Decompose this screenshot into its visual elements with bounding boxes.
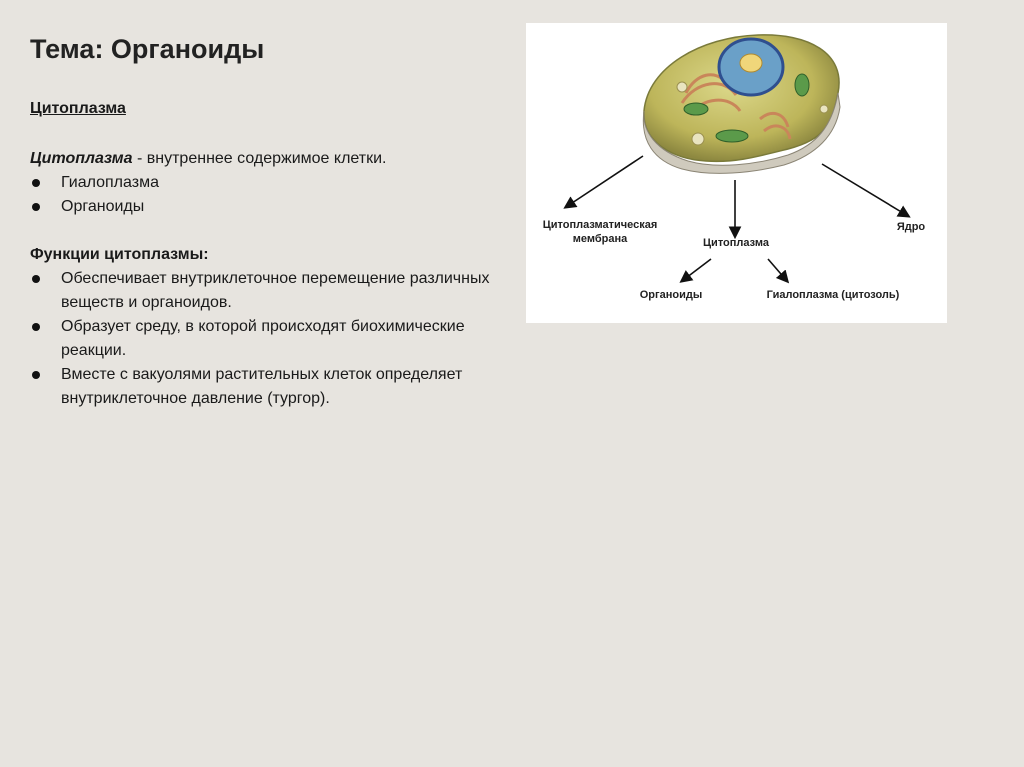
label-membrane: [530, 218, 670, 246]
label-membrane-line1: Цитоплазматическая: [542, 219, 658, 231]
label-nucleus: Ядро: [896, 221, 926, 233]
components-list: [30, 171, 500, 219]
cell-illustration: [526, 23, 947, 323]
definition-text: - внутреннее содержимое клетки.: [132, 150, 387, 167]
definition-line: [30, 147, 500, 171]
label-organoids: Органоиды: [639, 289, 703, 301]
functions-list: [30, 267, 500, 411]
cell-diagram: [526, 23, 947, 323]
list-item: Органоиды: [30, 195, 500, 219]
list-item: Обеспечивает внутриклеточное перемещение различных веществ и органоидов.: [30, 267, 500, 315]
list-item: Образует среду, в которой происходят биохимические реакции.: [30, 315, 500, 363]
list-item: Вместе с вакуолями растительных клеток определяет внутриклеточное давление (тургор).: [30, 363, 500, 411]
functions-heading: Функции цитоплазмы:: [30, 246, 209, 263]
text-block: [30, 147, 500, 411]
label-membrane-line2: мембрана: [572, 233, 628, 245]
list-item: Гиалоплазма: [30, 171, 500, 195]
definition-term: Цитоплазма: [30, 150, 133, 167]
nucleus: [719, 39, 783, 95]
label-cytoplasm: Цитоплазма: [703, 237, 769, 249]
slide-title: Тема: Органоиды: [30, 34, 265, 64]
label-hyaloplasm: Гиалоплазма (цитозоль): [766, 289, 900, 301]
section-label: Цитоплазма: [30, 100, 126, 117]
